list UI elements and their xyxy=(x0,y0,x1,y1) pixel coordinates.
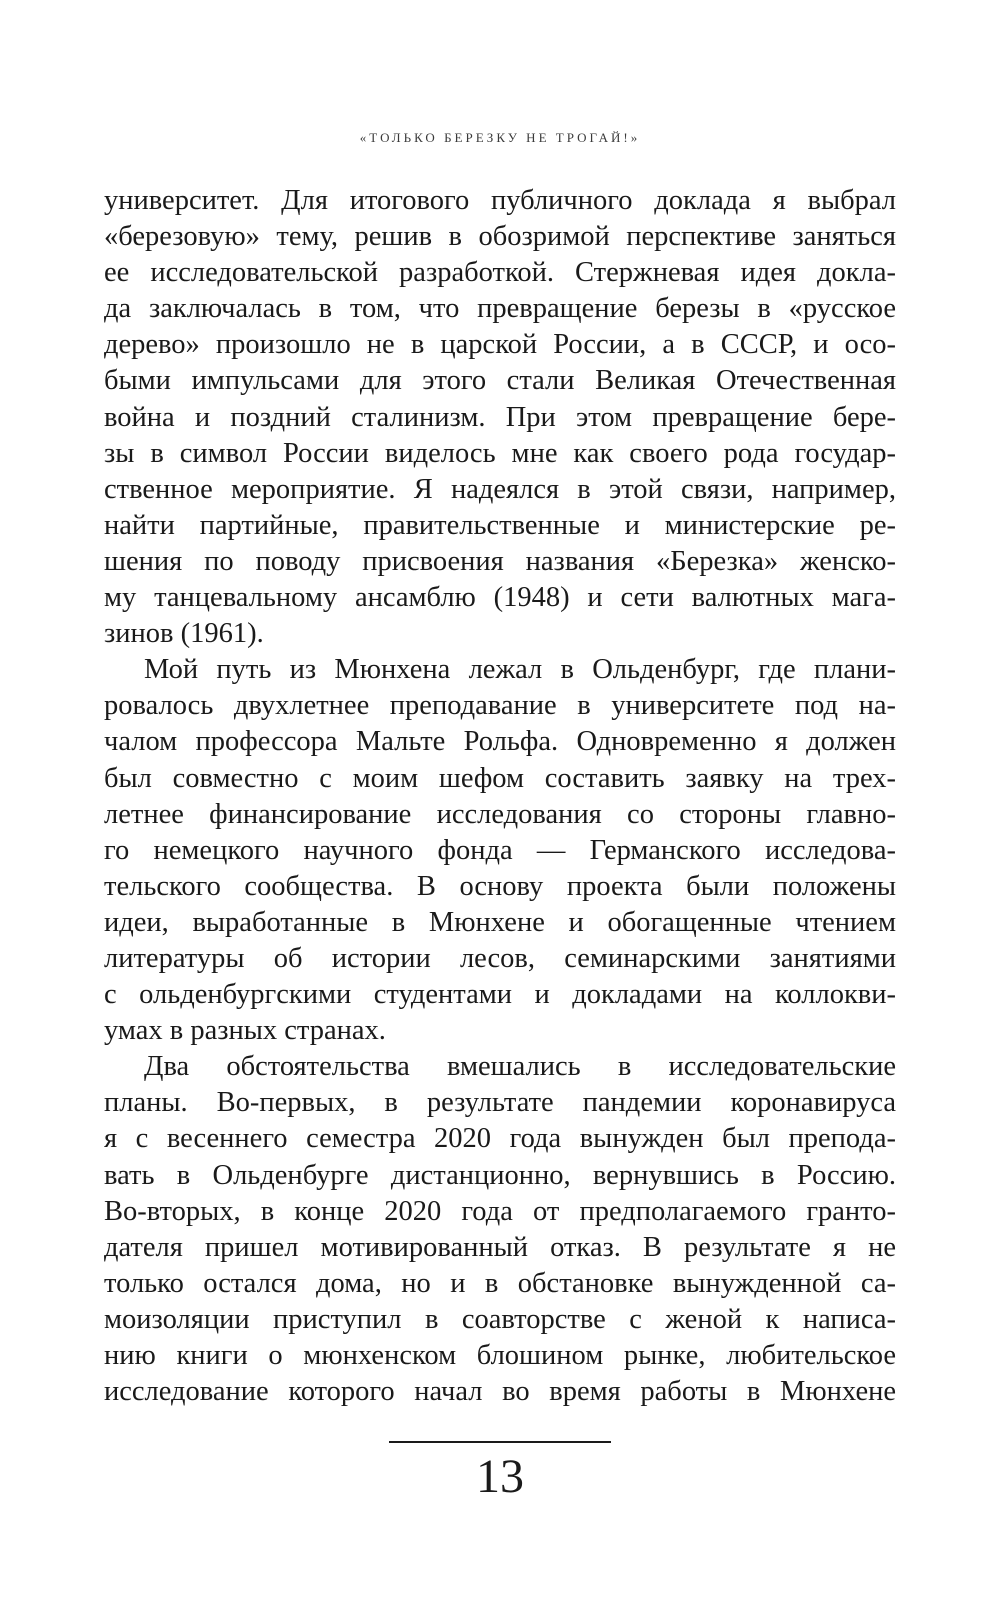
text-line: Мой путь из Мюнхена лежал в Ольденбург, где плани- xyxy=(144,654,896,686)
text-line: да заключалась в том, что превращение березы в «русское xyxy=(104,293,896,325)
text-line: Два обстоятельства вмешались в исследовательские xyxy=(144,1051,896,1083)
text-line: летнее финансирование исследования со стороны главно- xyxy=(104,798,896,830)
text-line: только остался дома, но и в обстановке вынужденной са- xyxy=(104,1267,896,1299)
page-number-rule xyxy=(389,1441,611,1443)
text-line: умах в разных странах. xyxy=(104,1015,386,1047)
text-line: шения по поводу присвоения названия «Березка» женско- xyxy=(104,545,896,577)
text-line: я с весеннего семестра 2020 года вынужден был препода- xyxy=(104,1123,896,1155)
text-line: найти партийные, правительственные и министерские ре- xyxy=(104,509,896,541)
text-line: был совместно с моим шефом составить заявку на трех- xyxy=(104,762,896,794)
page-number: 13 xyxy=(476,1450,524,1503)
paragraph-1 xyxy=(104,183,896,652)
text-line: ее исследовательской разработкой. Стержневая идея докла- xyxy=(104,257,896,289)
text-line: чалом профессора Мальте Рольфа. Одновременно я должен xyxy=(104,726,896,758)
text-line: ственное мероприятие. Я надеялся в этой связи, например, xyxy=(104,473,896,505)
text-line: идеи, выработанные в Мюнхене и обогащенные чтением xyxy=(104,906,896,938)
paragraph-2 xyxy=(104,652,896,1049)
text-line: быми импульсами для этого стали Великая Отечественная xyxy=(104,365,896,397)
text-line: исследование которого начал во время работы в Мюнхене xyxy=(104,1376,896,1408)
text-line: «березовую» тему, решив в обозримой перспективе заняться xyxy=(104,221,896,253)
body-text xyxy=(104,183,896,1410)
text-line: университет. Для итогового публичного доклада я выбрал xyxy=(104,185,896,216)
text-line: тельского сообщества. В основу проекта были положены xyxy=(104,870,896,902)
text-line: литературы об истории лесов, семинарскими занятиями xyxy=(104,942,896,974)
text-line: го немецкого научного фонда — Германского исследова- xyxy=(104,834,896,866)
text-line: планы. Во-первых, в результате пандемии коронавируса xyxy=(104,1087,896,1119)
text-line: война и поздний сталинизм. При этом превращение бере- xyxy=(104,401,896,433)
text-line: ровалось двухлетнее преподавание в университете под на- xyxy=(104,690,896,722)
text-line: моизоляции приступил в соавторстве с женой к написа- xyxy=(104,1303,896,1335)
text-line: му танцевальному ансамблю (1948) и сети валютных мага- xyxy=(104,582,896,614)
text-line: Во-вторых, в конце 2020 года от предполагаемого гранто- xyxy=(104,1195,896,1227)
text-line: дерево» произошло не в царской России, а в СССР, и осо- xyxy=(104,329,896,361)
text-line: с ольденбургскими студентами и докладами на коллокви- xyxy=(104,979,896,1011)
text-line: зинов (1961). xyxy=(104,618,264,650)
paragraph-3 xyxy=(104,1049,896,1410)
text-line: нию книги о мюнхенском блошином рынке, любительское xyxy=(104,1340,896,1371)
text-line: вать в Ольденбурге дистанционно, вернувшись в Россию. xyxy=(104,1159,896,1191)
text-line: дателя пришел мотивированный отказ. В результате я не xyxy=(104,1231,896,1263)
text-line: зы в символ России виделось мне как своего рода государ- xyxy=(104,437,896,469)
running-head: «ТОЛЬКО БЕРЕЗКУ НЕ ТРОГАЙ!» xyxy=(359,130,641,145)
